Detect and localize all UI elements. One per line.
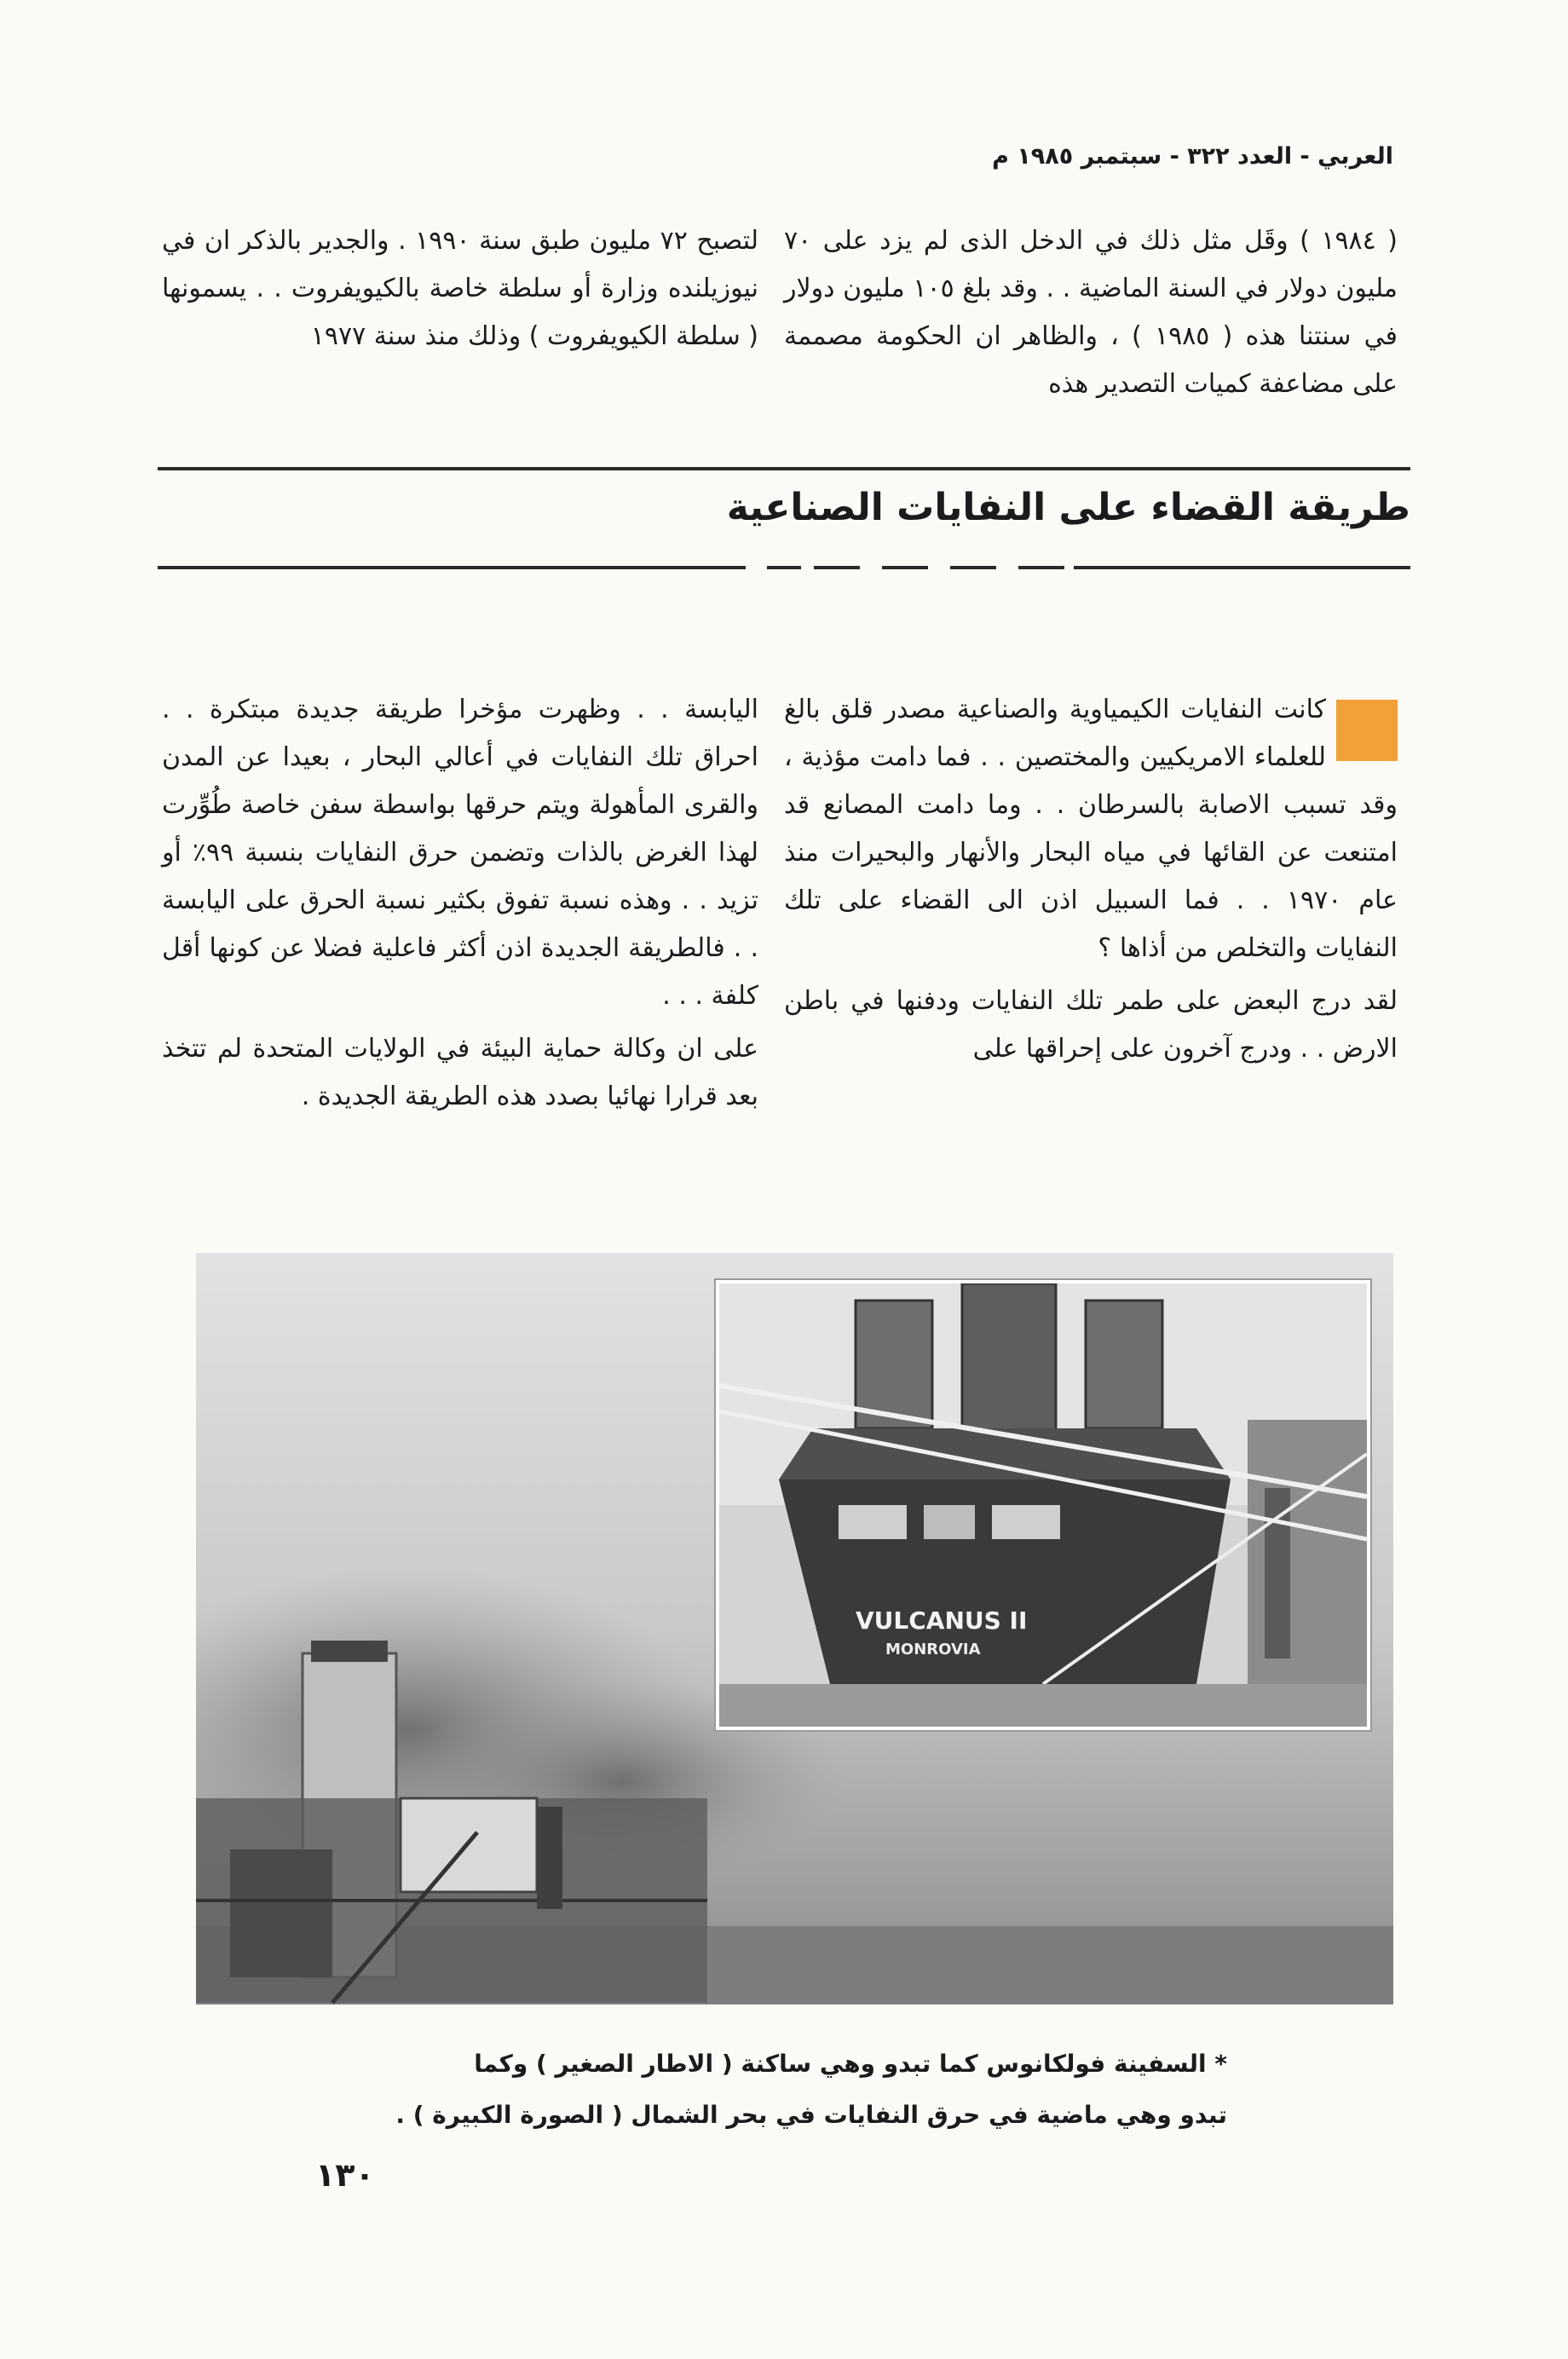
section-bottom-rule-left (158, 566, 746, 569)
caption-line-2: تبدو وهي ماضية في حرق النفايات في بحر الشمال ( الصورة الكبيرة ) . (395, 2101, 1227, 2129)
section-dash (882, 566, 928, 569)
ship-name-label: VULCANUS II (856, 1606, 1028, 1635)
top-right-text: ( ١٩٨٤ ) وقَل مثل ذلك في الدخل الذى لم يزد على ٧٠ مليون دولار في السنة الماضية . . وقد بلغ ١٠٥ مليون دولار في سنتنا هذه ( ١٩٨٥ ) ، والظاهر ان الحكومة مصممة على مضاعفة كميات التصدير هذه (784, 226, 1398, 399)
section-dash (767, 566, 801, 569)
section-title: طريقة القضاء على النفايات الصناعية (726, 486, 1410, 529)
section-bottom-rule-right (1074, 566, 1410, 569)
section-dash (950, 566, 996, 569)
ship-photo (196, 1253, 1393, 2004)
top-right-column (784, 217, 1398, 408)
article-right-column (784, 686, 1398, 1073)
page-number: ١٣٠ (315, 2156, 375, 2194)
ship-port-label: MONROVIA (885, 1641, 981, 1658)
section-dash (814, 566, 860, 569)
article-right-paragraph-1: كانت النفايات الكيمياوية والصناعية مصدر قلق بالغ للعلماء الامريكيين والمختصين . . فما دامت مؤذية ، وقد تسبب الاصابة بالسرطان . . وما دامت المصانع قد امتنعت عن القائها في مياه البحار والأنهار والبحيرات منذ عام ١٩٧٠ . . فما السبيل اذن الى القضاء على تلك النفايات والتخلص من أذاها ؟ (784, 695, 1398, 963)
article-left-paragraph-1: اليابسة . . وظهرت مؤخرا طريقة جديدة مبتكرة . . احراق تلك النفايات في أعالي البحار ، بعيدا عن المدن والقرى المأهولة ويتم حرقها بواسطة سفن خاصة طُوِّرت لهذا الغرض بالذات وتضمن حرق النفايات بنسبة ٩٩٪ أو تزيد . . وهذه نسبة تفوق بكثير نسبة الحرق على اليابسة . . فالطريقة الجديدة اذن أكثر فاعلية فضلا عن كونها أقل كلفة . . . (162, 695, 758, 1011)
photo-caption (341, 2039, 1227, 2141)
article-left-column (162, 686, 758, 1121)
article-left-paragraph-2: على ان وكالة حماية البيئة في الولايات المتحدة لم تتخذ بعد قرارا نهائيا بصدد هذه الطريقة الجديدة . (162, 1034, 758, 1111)
accent-square (1336, 700, 1398, 761)
article-right-paragraph-2: لقد درج البعض على طمر تلك النفايات ودفنها في باطن الارض . . ودرج آخرون على إحراقها على (784, 986, 1398, 1064)
caption-line-1: * السفينة فولكانوس كما تبدو وهي ساكنة ( الاطار الصغير ) وكما (474, 2050, 1227, 2078)
section-top-rule (158, 467, 1410, 470)
running-header: العربي - العدد ٣٢٢ - سبتمبر ١٩٨٥ م (992, 143, 1393, 170)
section-dash (1018, 566, 1064, 569)
top-left-text: لتصبح ٧٢ مليون طبق سنة ١٩٩٠ . والجدير بالذكر ان في نيوزيلنده وزارة أو سلطة خاصة بالكيويفروت . . يسمونها ( سلطة الكيويفروت ) وذلك منذ سنة ١٩٧٧ (162, 226, 758, 351)
top-left-column (162, 217, 758, 360)
inset-photo-ship-in-port (716, 1280, 1370, 1730)
